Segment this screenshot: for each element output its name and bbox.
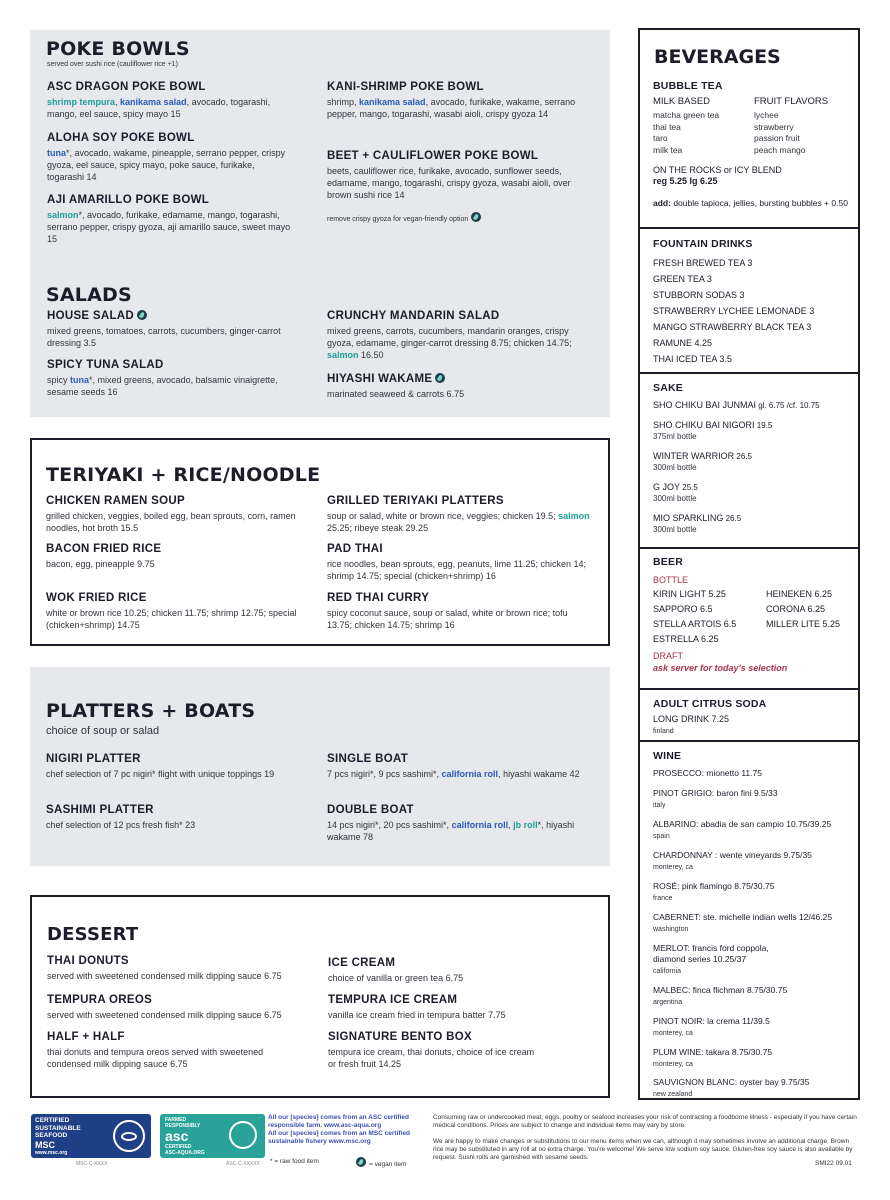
rocks-label: ON THE ROCKS or ICY BLEND <box>653 165 782 175</box>
msc-code: MSC-C-XXXX <box>76 1161 108 1167</box>
menu-item <box>47 1030 277 1070</box>
bottle-label: BOTTLE <box>653 575 689 585</box>
divider <box>640 372 858 374</box>
sake-item: MIO SPARKLING 26.5 300ml bottle <box>653 513 742 534</box>
sake-item: SHO CHIKU BAI NIGORI 19.5 375ml bottle <box>653 420 773 441</box>
item-name: KANI-SHRIMP POKE BOWL <box>327 81 484 93</box>
fish-check-icon <box>229 1121 257 1149</box>
fountain-list: FRESH BREWED TEA 3 GREEN TEA 3 STUBBORN SODAS 3 STRAWBERRY LYCHEE LEMONADE 3 MANGO STRAWBERRY BLACK TEA 3 RAMUNE 4.25 THAI ICED TEA 3.5 <box>653 258 815 364</box>
divider <box>640 227 858 229</box>
item-name: SPICY TUNA SALAD <box>47 359 164 371</box>
menu-item <box>47 193 292 245</box>
item-desc: bacon, egg, pineapple 9.75 <box>46 559 155 569</box>
wine-item: PINOT GRIGIO: baron fini 9.5/33 italy <box>653 788 778 809</box>
item-desc: shrimp tempura, kanikama salad, avocado, togarashi, mango, eel sauce, spicy mayo 15 <box>47 97 271 119</box>
item-desc: chef selection of 12 pcs fresh fish* 23 <box>46 820 196 830</box>
bubble-prices: reg 5.25 lg 6.25 <box>653 176 718 186</box>
milk-based-list: MILK BASED matcha green tea thai tea taro milk tea <box>653 96 720 155</box>
menu-item <box>327 309 577 361</box>
item-name: GRILLED TERIYAKI PLATTERS <box>327 495 504 507</box>
sake-item: WINTER WARRIOR 26.5 300ml bottle <box>653 451 752 472</box>
wine-item: MERLOT: francis ford coppola, diamond series 10.25/37 california <box>653 943 769 975</box>
fish-icon <box>113 1120 145 1152</box>
item-desc: tempura ice cream, thai donuts, choice of ice cream or fresh fruit 14.25 <box>328 1047 535 1069</box>
menu-item <box>327 591 592 631</box>
menu-item <box>47 358 292 398</box>
menu-item <box>328 993 588 1021</box>
teriyaki-title: TERIYAKI + RICE/NOODLE <box>46 464 321 486</box>
menu-item <box>47 954 322 982</box>
wine-item: ALBARINO: abadia de san campio 10.75/39.25 spain <box>653 819 832 840</box>
item-desc: 14 pcs nigiri*, 20 pcs sashimi*, california roll, jb roll*, hiyashi wakame 78 <box>327 820 575 842</box>
salads-title: SALADS <box>46 284 132 306</box>
menu-item <box>47 80 292 120</box>
sake-item: G JOY 25.5 300ml bottle <box>653 482 698 503</box>
beer-title: BEER <box>653 556 683 568</box>
beer-list-right: HEINEKEN 6.25 CORONA 6.25 MILLER LITE 5.25 <box>766 589 841 629</box>
menu-item <box>46 752 291 780</box>
citrus-soda-title: ADULT CITRUS SODA <box>653 698 767 710</box>
item-desc: salmon*, avocado, furikake, edamame, mango, togarashi, serrano pepper, crispy gyoza, aji amarillo sauce, sweet mayo 15 <box>47 210 291 244</box>
menu-item <box>46 591 306 631</box>
item-desc: choice of vanilla or green tea 6.75 <box>328 973 464 983</box>
menu-item <box>327 149 577 201</box>
leaf-icon <box>137 310 147 320</box>
poke-bowls-subtitle: served over sushi rice (cauliflower rice +1) <box>47 61 178 68</box>
citrus-item: LONG DRINK 7.25 finland <box>653 714 730 735</box>
item-desc: vanilla ice cream fried in tempura batter 7.75 <box>328 1010 506 1020</box>
menu-item <box>46 494 306 534</box>
item-name: SINGLE BOAT <box>327 753 409 765</box>
item-name: BACON FRIED RICE <box>46 543 162 555</box>
divider <box>640 688 858 690</box>
item-name: ASC DRAGON POKE BOWL <box>47 81 206 93</box>
asc-code: ASC-C-XXXXX <box>226 1161 260 1167</box>
item-name: SIGNATURE BENTO BOX <box>328 1031 472 1043</box>
item-desc: chef selection of 7 pc nigiri* flight with unique toppings 19 <box>46 769 275 779</box>
item-name: DOUBLE BOAT <box>327 804 414 816</box>
health-warning: Consuming raw or undercooked meat, eggs, poultry or seafood increases your risk of contracting a foodborne illness - especially if you have certain medical conditions. Prices are subject to change and individual items may vary by store. <box>433 1114 857 1129</box>
item-desc: white or brown rice 10.25; chicken 11.75; shrimp 12.75; special (chicken+shrimp) 14.75 <box>46 608 297 630</box>
bubble-add: add: double tapioca, jellies, bursting bubbles + 0.50 <box>653 198 848 208</box>
substitutions-note: We are happy to make changes or substitutions to our menu items when we can, although it may sometimes involve an additional charge. Brown rice may be substituted in any roll at no extra charge. You're welcome! We serve low sodium soy sauce. Gluten-free soy sauce is also available by request. Sushi rolls are garnished with sesame seeds. <box>433 1138 853 1161</box>
vegan-key: = vegan item <box>356 1157 406 1169</box>
item-name: PAD THAI <box>327 543 383 555</box>
msc-statement: All our [species] comes from an MSC certified sustainable fishery www.msc.org <box>268 1130 410 1145</box>
item-desc: grilled chicken, veggies, boiled egg, bean sprouts, corn, ramen noodles, hot broth 15.5 <box>46 511 296 533</box>
item-desc: spicy coconut sauce, soup or salad, white or brown rice; tofu 13.75; chicken 14.75; shrimp 16 <box>327 608 568 630</box>
wine-item: PINOT NOIR: la crema 11/39.5 monterey, ca <box>653 1016 770 1037</box>
item-name: BEET + CAULIFLOWER POKE BOWL <box>327 150 539 162</box>
raw-food-key: * = raw food item <box>270 1158 319 1165</box>
item-name: HIYASHI WAKAME <box>327 372 577 386</box>
wine-item: MALBEC: finca flichman 8.75/30.75 argentina <box>653 985 788 1006</box>
item-desc: soup or salad, white or brown rice, veggies; chicken 19.5; salmon 25.25; ribeye steak 29.25 <box>327 511 590 533</box>
item-desc: mixed greens, tomatoes, carrots, cucumbers, ginger-carrot dressing 3.5 <box>47 326 281 348</box>
poke-bowls-title: POKE BOWLS <box>46 38 190 60</box>
fountain-title: FOUNTAIN DRINKS <box>653 238 753 250</box>
item-name: WOK FRIED RICE <box>46 592 147 604</box>
menu-item <box>46 803 291 831</box>
item-name: RED THAI CURRY <box>327 592 430 604</box>
menu-item <box>47 131 292 183</box>
item-desc: thai donuts and tempura oreos served with sweetened condensed milk dipping sauce 6.75 <box>47 1047 264 1069</box>
item-name: CRUNCHY MANDARIN SALAD <box>327 310 500 322</box>
item-name: ICE CREAM <box>328 957 396 969</box>
menu-item <box>327 494 592 534</box>
beverages-title: BEVERAGES <box>654 46 781 68</box>
leaf-icon <box>471 212 481 222</box>
item-name: HOUSE SALAD <box>47 309 292 323</box>
wine-title: WINE <box>653 750 682 762</box>
item-desc: marinated seaweed & carrots 6.75 <box>327 389 465 399</box>
wine-item: CABERNET: ste. michelle indian wells 12/46.25 washington <box>653 912 833 933</box>
leaf-icon <box>435 373 445 383</box>
item-name: ALOHA SOY POKE BOWL <box>47 132 195 144</box>
draft-label: DRAFT <box>653 651 683 661</box>
wine-item: SAUVIGNON BLANC: oyster bay 9.75/35 new zealand <box>653 1077 810 1098</box>
draft-note: ask server for today's selection <box>653 663 788 673</box>
beer-list-left: KIRIN LIGHT 5.25 SAPPORO 6.5 STELLA ARTOIS 6.5 ESTRELLA 6.25 <box>653 589 737 644</box>
menu-item <box>328 956 588 984</box>
menu-item <box>328 1030 538 1070</box>
item-name: TEMPURA OREOS <box>47 994 153 1006</box>
menu-item <box>46 542 306 570</box>
wine-item: PROSECCO: mionetto 11.75 <box>653 768 762 778</box>
dessert-title: DESSERT <box>47 924 139 945</box>
item-name: CHICKEN RAMEN SOUP <box>46 495 185 507</box>
asc-logo: FARMED RESPONSIBLY asc CERTIFIED ASC-AQUA.ORG <box>160 1114 265 1158</box>
menu-item <box>327 752 597 780</box>
menu-code: SMI22 09.01 <box>815 1160 852 1167</box>
item-name: HALF + HALF <box>47 1031 125 1043</box>
item-name: THAI DONUTS <box>47 955 129 967</box>
menu-item <box>327 80 577 120</box>
item-desc: beets, cauliflower rice, furikake, avocado, sunflower seeds, edamame, mango, togarashi, crispy gyoza, wasabi aioli, over brown sushi rice 14 <box>327 166 571 200</box>
item-name: AJI AMARILLO POKE BOWL <box>47 194 210 206</box>
wine-item: PLUM WINE: takara 8.75/30.75 monterey, ca <box>653 1047 773 1068</box>
vegan-option-note: remove crispy gyoza for vegan-friendly option <box>327 212 481 223</box>
item-name: SASHIMI PLATTER <box>46 804 154 816</box>
bubble-tea-title: BUBBLE TEA <box>653 80 723 92</box>
item-desc: served with sweetened condensed milk dipping sauce 6.75 <box>47 971 282 981</box>
item-desc: served with sweetened condensed milk dipping sauce 6.75 <box>47 1010 282 1020</box>
menu-item <box>327 542 592 582</box>
platters-subtitle: choice of soup or salad <box>46 725 160 737</box>
item-name: NIGIRI PLATTER <box>46 753 141 765</box>
menu-item <box>327 803 597 843</box>
sake-title: SAKE <box>653 382 683 394</box>
menu-item <box>327 372 577 400</box>
item-desc: shrimp, kanikama salad, avocado, furikake, wakame, serrano pepper, mango, togarashi, wasabi aioli, crispy gyoza 14 <box>327 97 576 119</box>
item-desc: 7 pcs nigiri*, 9 pcs sashimi*, california roll, hiyashi wakame 42 <box>327 769 580 779</box>
divider <box>640 547 858 549</box>
wine-item: ROSÉ: pink flamingo 8.75/30.75 france <box>653 881 775 902</box>
item-desc: tuna*, avocado, wakame, pineapple, serrano pepper, crispy gyoza, eel sauce, spicy mayo, poke sauce, furikake, togarashi 14 <box>47 148 286 182</box>
sake-item: SHO CHIKU BAI JUNMAI gl. 6.75 /cf. 10.75 <box>653 400 820 410</box>
msc-logo: CERTIFIED SUSTAINABLE SEAFOOD MSC www.msc.org <box>31 1114 151 1158</box>
menu-item <box>47 309 292 349</box>
leaf-icon <box>356 1157 366 1167</box>
menu-item <box>47 993 322 1021</box>
item-desc: spicy tuna*, mixed greens, avocado, balsamic vinaigrette, sesame seeds 16 <box>47 375 278 397</box>
item-desc: mixed greens, carrots, cucumbers, mandarin oranges, crispy gyoza, edamame, ginger-carrot dressing 8.75; chicken 14.75; salmon 16.50 <box>327 326 572 360</box>
beverages-panel <box>638 28 860 1100</box>
platters-title: PLATTERS + BOATS <box>46 700 256 722</box>
fruit-flavors-list: FRUIT FLAVORS lychee strawberry passion fruit peach mango <box>754 96 829 155</box>
divider <box>640 740 858 742</box>
wine-item: CHARDONNAY : wente vineyards 9.75/35 monterey, ca <box>653 850 812 871</box>
item-name: TEMPURA ICE CREAM <box>328 994 458 1006</box>
item-desc: rice noodles, bean sprouts, egg, peanuts, lime 11.25; chicken 14; shrimp 14.75; special (chicken+shrimp) 16 <box>327 559 586 581</box>
asc-statement: All our [species] comes from an ASC certified responsible farm. www.asc-aqua.org <box>268 1114 409 1129</box>
